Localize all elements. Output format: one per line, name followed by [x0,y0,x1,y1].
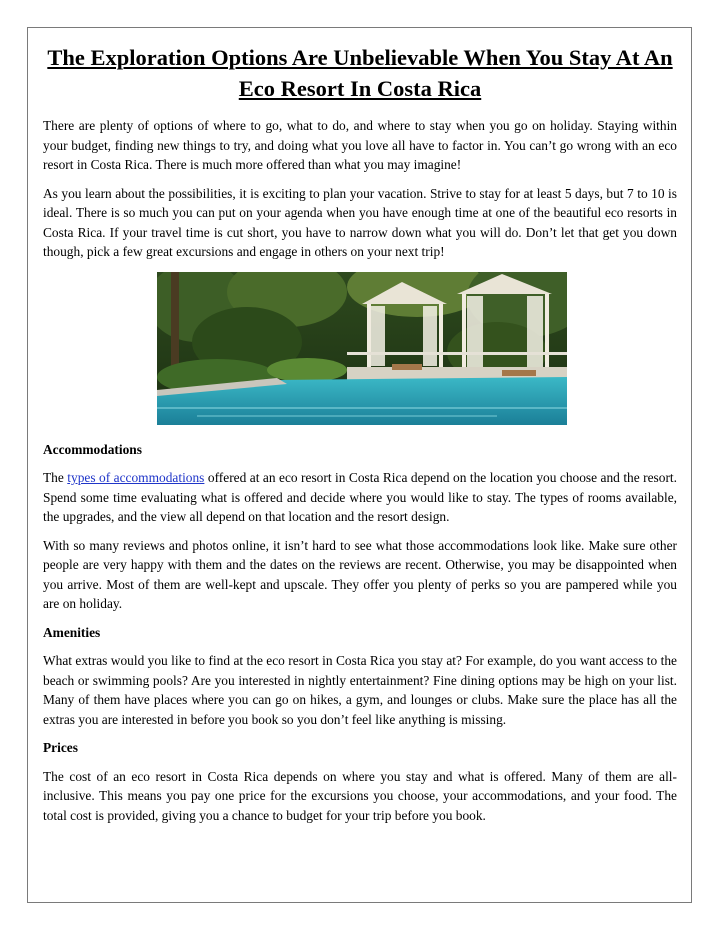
intro-paragraph-1: There are plenty of options of where to go, what to do, and where to stay when you go on holiday. Staying within your budget, finding new things to try, and doing what you love all have to factor in. You can’t go wrong with an eco resort in Costa Rica. There is much more offered than what you may imagine! [43,118,677,172]
types-of-accommodations-link[interactable]: types of accommodations [67,470,205,485]
accommodations-paragraph-2: With so many reviews and photos online, it isn’t hard to see what those accommodations look like. Make sure other people are very happy with them and the dates on the reviews are recent. Otherwise, you may be disappointed when you arrive. Most of them are well-kept and upscale. They offer you plenty of perks so you are pampered while you are on holiday. [43,537,677,611]
prices-paragraph: The cost of an eco resort in Costa Rica depends on where you stay and what is offered. Many of them are all-inclusive. This means you pay one price for the excursions you choose, your accommodations, and your food. The total cost is provided, giving you a chance to budget for your trip before you book. [43,768,677,823]
resort-pool-illustration [157,272,567,425]
accommodations-paragraph-1 [43,468,677,527]
document-page [27,27,692,903]
amenities-paragraph: What extras would you like to find at the eco resort in Costa Rica you stay at? For example, do you want access to the beach or swimming pools? Are you interested in nightly entertainment? Fine dining options may be high on your list. Many of them have places where you can go on hikes, a gym, and lounges or clubs. Make sure the place has all the extras you are interested in before you book so you don’t feel like anything is missing. [43,653,677,727]
accommodations-heading: Accommodations [43,441,142,457]
amenities-heading: Amenities [43,624,101,640]
accommodations-text-start: The [43,470,68,485]
prices-heading: Prices [43,740,78,755]
accommodations-text-end: offered at an eco resort in Costa Rica depend on the location you choose and the resort. Spend some time evaluating what is offered and decide where you would like to stay. The types of rooms available, the upgrades, and the view all depend on that location and the resort design. [43,470,677,524]
document-content [43,42,677,825]
intro-paragraph-2: As you learn about the possibilities, it is exciting to plan your vacation. Strive to stay for at least 5 days, but 7 to 10 is ideal. There is so much you can put on your agenda when you have enough time at one of the beautiful eco resorts in Costa Rica. If your travel time is cut short, you have to narrow down what you will do. Don’t let that get you down though, pick a few great excursions and engage in others on your next trip! [43,185,677,259]
resort-pool-photo [157,272,567,425]
page-title: The Exploration Options Are Unbelievable When You Stay At An Eco Resort In Costa Rica [47,45,673,101]
